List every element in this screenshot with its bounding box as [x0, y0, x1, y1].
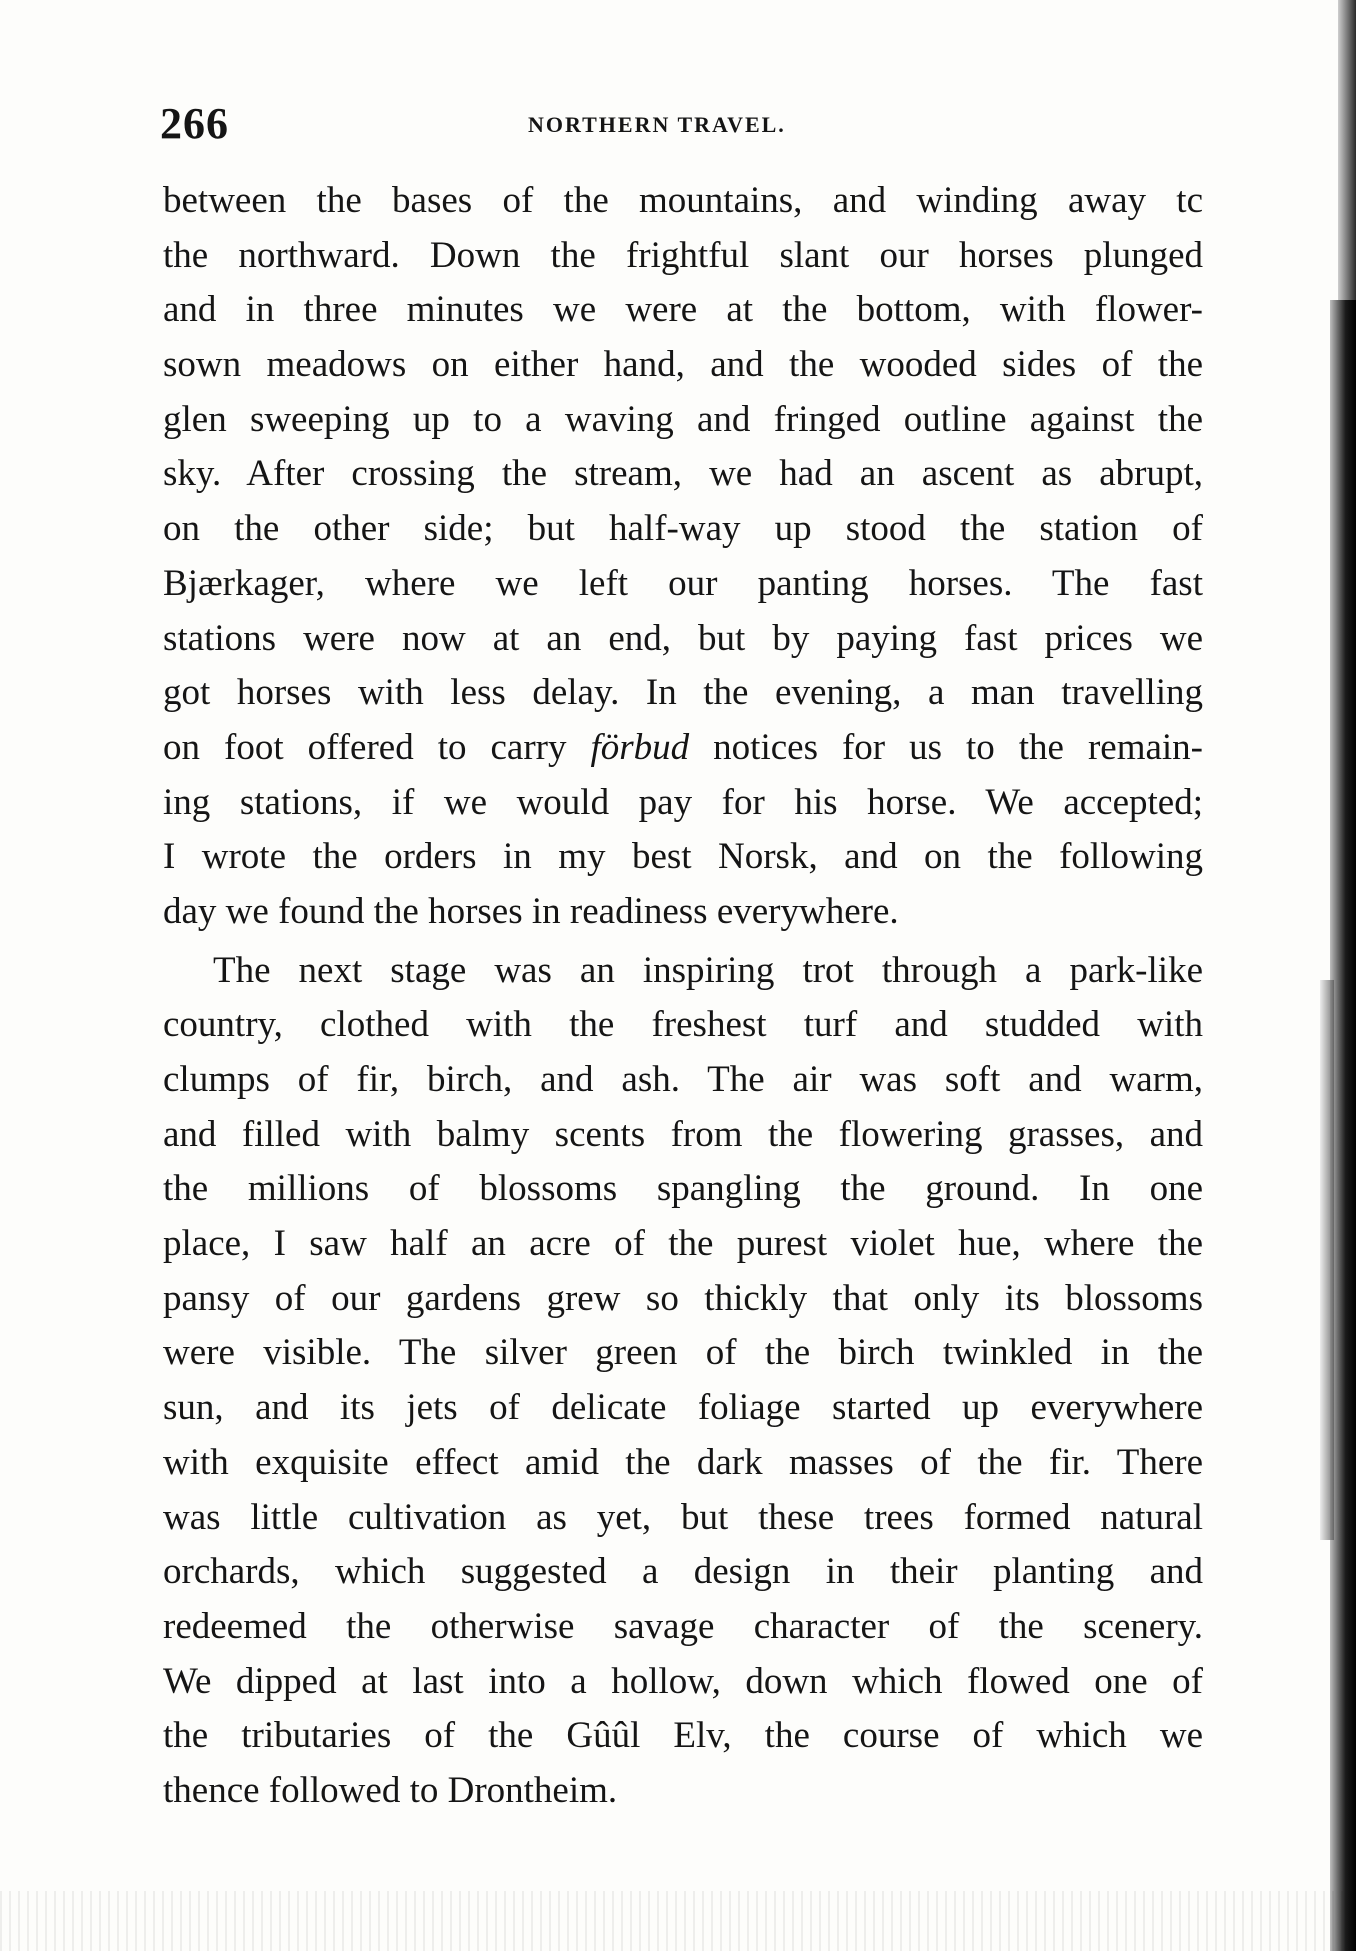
text-line: were visible. The silver green of the birch twinkled in the [163, 1332, 1203, 1374]
text-line: Bjærkager, where we left our panting horses. The fast [163, 562, 1203, 604]
italic-word: förbud [590, 726, 690, 768]
text-line: clumps of fir, birch, and ash. The air was soft and warm, [163, 1059, 1203, 1100]
running-title: NORTHERN TRAVEL. [528, 112, 786, 137]
text-line: with exquisite effect amid the dark masses of the fir. There [163, 1441, 1203, 1483]
text-line: day we found the horses in readiness everywhere. [163, 890, 899, 932]
text-line: thence followed to Drontheim. [163, 1769, 618, 1811]
text-line: the northward. Down the frightful slant our horses plunged [163, 234, 1203, 276]
text-line: country, clothed with the freshest turf and studded with [163, 1004, 1203, 1046]
text-line: sun, and its jets of delicate foliage started up everywhere [163, 1387, 1203, 1429]
edge-shade [1338, 0, 1356, 300]
text-line-with-italic [163, 721, 1203, 776]
text-line: glen sweeping up to a waving and fringed outline against the [163, 398, 1203, 440]
text-line: on the other side; but half-way up stood the station of [163, 508, 1203, 550]
text-line: got horses with less delay. In the evening, a man travelling [163, 672, 1203, 714]
text-line: The next stage was an inspiring trot through a park-like [213, 949, 1203, 991]
body-text [163, 174, 1203, 1819]
text-segment: notices for us to the remain- [689, 726, 1204, 768]
text-line: the tributaries of the Gûûl Elv, the course of which we [163, 1715, 1203, 1757]
edge-shade [1320, 980, 1334, 1540]
text-line: the millions of blossoms spangling the ground. In one [163, 1168, 1203, 1210]
text-line: pansy of our gardens grew so thickly that only its blossoms [163, 1277, 1203, 1319]
text-line: orchards, which suggested a design in their planting and [163, 1551, 1203, 1593]
text-line: was little cultivation as yet, but these trees formed natural [163, 1496, 1203, 1538]
paragraph-1 [163, 174, 1203, 940]
text-line: and filled with balmy scents from the flowering grasses, and [163, 1113, 1203, 1155]
page-number: 266 [160, 99, 229, 148]
scan-noise [0, 1891, 1356, 1951]
text-line: sky. After crossing the stream, we had an ascent as abrupt, [163, 453, 1203, 495]
text-line: and in three minutes we were at the bottom, with flower- [163, 289, 1203, 331]
text-line: We dipped at last into a hollow, down which flowed one of [163, 1660, 1203, 1702]
text-line: between the bases of the mountains, and winding away tc [163, 180, 1203, 221]
text-line: ing stations, if we would pay for his horse. We accepted; [163, 781, 1203, 823]
paragraph-2 [163, 944, 1203, 1819]
text-line: stations were now at an end, but by paying fast prices we [163, 617, 1203, 659]
text-segment: on foot offered to carry [163, 726, 591, 768]
text-line: place, I saw half an acre of the purest violet hue, where the [163, 1223, 1203, 1265]
text-line: I wrote the orders in my best Norsk, and on the following [163, 836, 1203, 878]
page-binding-shadow [1316, 0, 1356, 1951]
text-line: sown meadows on either hand, and the wooded sides of the [163, 344, 1203, 386]
text-line: redeemed the otherwise savage character of the scenery. [163, 1605, 1203, 1647]
